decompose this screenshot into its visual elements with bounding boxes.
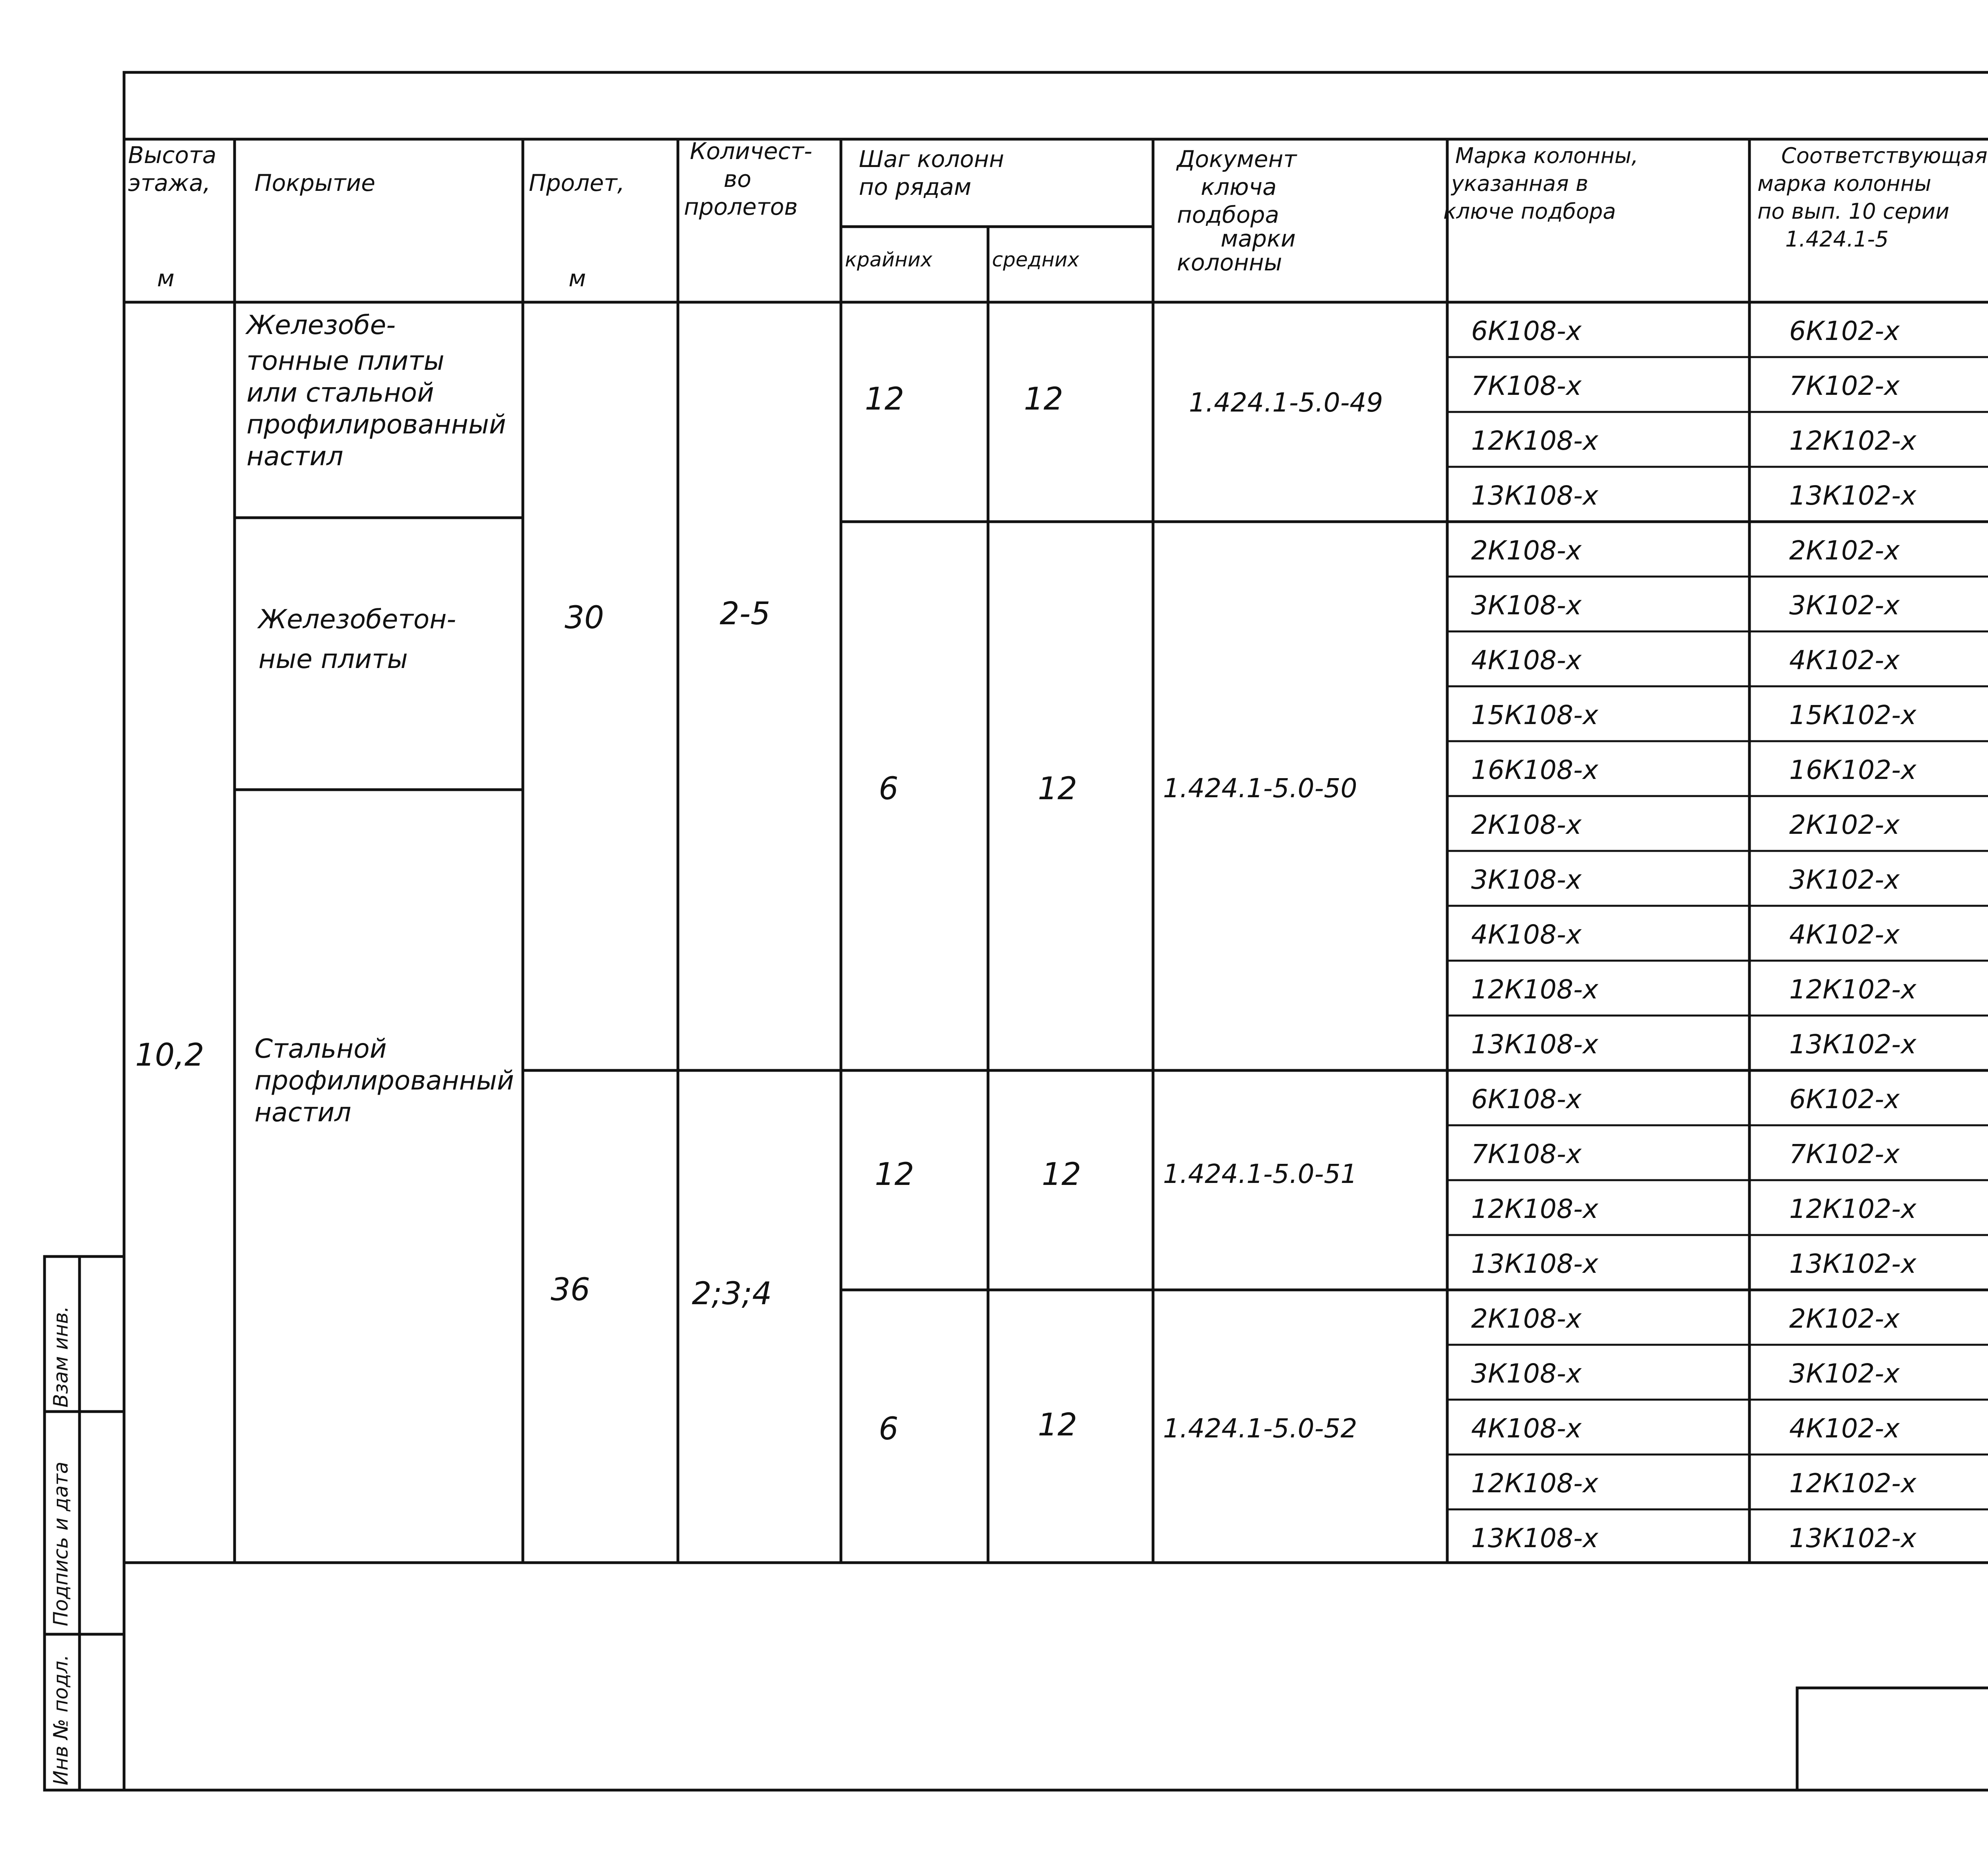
group-4-doc: 1.424.1-5.0-52 [1163, 1413, 1357, 1444]
roof-1: Железобе- тонные плиты или стальной профилированный настил [247, 310, 506, 472]
group-3-doc: 1.424.1-5.0-51 [1163, 1159, 1357, 1189]
mark-key-cell: 4К108-x [1471, 919, 1582, 950]
mark-key-cell: 4К108-x [1471, 645, 1582, 676]
mark-series-cell: 13К102-x [1789, 480, 1916, 511]
mark-key-cell: 2К108-x [1471, 535, 1582, 566]
header-spans-count: Количест- во пролетов [684, 138, 812, 220]
side-stamp-sign: Подпись и дата [49, 1461, 72, 1626]
mark-series-cell: 2К102-x [1789, 1303, 1900, 1334]
mark-series-cell: 16К102-x [1789, 755, 1916, 785]
mark-key-cell: 3К108-x [1471, 590, 1582, 621]
group-2-outer: 6 [879, 771, 899, 807]
mark-key-cell: 6К108-x [1471, 1084, 1582, 1115]
mark-series-cell: 13К102-x [1789, 1029, 1916, 1060]
header-mark-series: Соответствующая марка колонны по вып. 10 серии 1.424.1-5 [1757, 143, 1988, 252]
mark-series-cell: 12К102-x [1789, 974, 1916, 1005]
roof-cells [245, 310, 522, 1128]
mark-series-cell: 12К102-x [1789, 1194, 1916, 1224]
header-document: Документ ключа подбора марки колонны [1177, 146, 1297, 276]
mark-series-cell: 12К102-x [1789, 425, 1916, 456]
roof-3: Стальной профилированный настил [254, 1033, 514, 1128]
mark-key-cell: 13К108-x [1471, 480, 1598, 511]
group-4-outer: 6 [879, 1411, 899, 1447]
mark-series-cell: 6К102-x [1789, 316, 1900, 346]
group-3-middle: 12 [1042, 1157, 1081, 1192]
group-1-doc: 1.424.1-5.0-49 [1189, 387, 1383, 418]
mark-series-cell: 4К102-x [1789, 1413, 1900, 1444]
mark-key-cell: 2К108-x [1471, 810, 1582, 840]
header-roof: Покрытие [254, 169, 375, 196]
header-step-middle: средних [992, 248, 1079, 271]
height-value: 10,2 [135, 1037, 204, 1073]
side-stamp-inv: Инв № подл. [49, 1654, 72, 1785]
mark-series-cell: 2К102-x [1789, 535, 1900, 566]
mark-series-cell: 3К102-x [1789, 864, 1900, 895]
mark-key-cell: 6К108-x [1471, 316, 1582, 346]
mark-key-cell: 13К108-x [1471, 1523, 1598, 1554]
header-step: Шаг колонн по рядам [859, 146, 1004, 200]
spans-count-2: 2;3;4 [692, 1276, 772, 1312]
header-mark-key: Марка колонны, указанная в ключе подбора [1443, 143, 1639, 224]
mark-series-cell: 4К102-x [1789, 919, 1900, 950]
mark-key-cell: 16К108-x [1471, 755, 1598, 785]
mark-series-cell: 15К102-x [1789, 700, 1916, 730]
span-30: 30 [565, 600, 604, 636]
roof-2: Железобетон- ные плиты [258, 604, 456, 674]
mark-key-cell: 15К108-x [1471, 700, 1598, 730]
title-block [1797, 1688, 1988, 1790]
mark-key-cell: 7К108-x [1471, 1139, 1582, 1169]
mark-series-cell: 6К102-x [1789, 1084, 1900, 1115]
side-stamp-replace: Взам инв. [49, 1306, 72, 1408]
mark-key-cell: 2К108-x [1471, 1303, 1582, 1334]
mark-key-cell: 7К108-x [1471, 371, 1582, 401]
header-step-outer: крайних [845, 248, 932, 271]
group-cells [865, 381, 1383, 1447]
table-header [128, 138, 1988, 292]
group-2-middle: 12 [1038, 771, 1077, 807]
spans-count-1: 2-5 [720, 596, 771, 632]
mark-rows [1471, 316, 1917, 1554]
mark-series-cell: 4К102-x [1789, 645, 1900, 676]
span-36: 36 [551, 1272, 590, 1308]
mark-key-cell: 3К108-x [1471, 864, 1582, 895]
group-4-middle: 12 [1038, 1407, 1077, 1443]
mark-key-cell: 12К108-x [1471, 1194, 1598, 1224]
group-1-middle: 12 [1024, 381, 1064, 417]
group-3-outer: 12 [875, 1157, 914, 1192]
header-height: Высота этажа, м [128, 142, 217, 292]
mark-key-cell: 13К108-x [1471, 1029, 1598, 1060]
group-1-outer: 12 [865, 381, 905, 417]
group-2-doc: 1.424.1-5.0-50 [1163, 773, 1357, 804]
mark-series-cell: 13К102-x [1789, 1523, 1916, 1554]
side-stamp [45, 1256, 124, 1790]
mark-key-cell: 13К108-x [1471, 1249, 1598, 1279]
mark-series-cell: 3К102-x [1789, 590, 1900, 621]
mark-series-cell: 7К102-x [1789, 1139, 1900, 1169]
mark-series-cell: 13К102-x [1789, 1249, 1916, 1279]
mark-key-cell: 3К108-x [1471, 1358, 1582, 1389]
mark-series-cell: 7К102-x [1789, 371, 1900, 401]
mark-key-cell: 12К108-x [1471, 1468, 1598, 1499]
mark-series-cell: 2К102-x [1789, 810, 1900, 840]
mark-key-cell: 12К108-x [1471, 425, 1598, 456]
mark-key-cell: 12К108-x [1471, 974, 1598, 1005]
mark-key-cell: 4К108-x [1471, 1413, 1582, 1444]
mark-series-cell: 3К102-x [1789, 1358, 1900, 1389]
header-span: Пролет, м [529, 169, 625, 292]
mark-series-cell: 12К102-x [1789, 1468, 1916, 1499]
